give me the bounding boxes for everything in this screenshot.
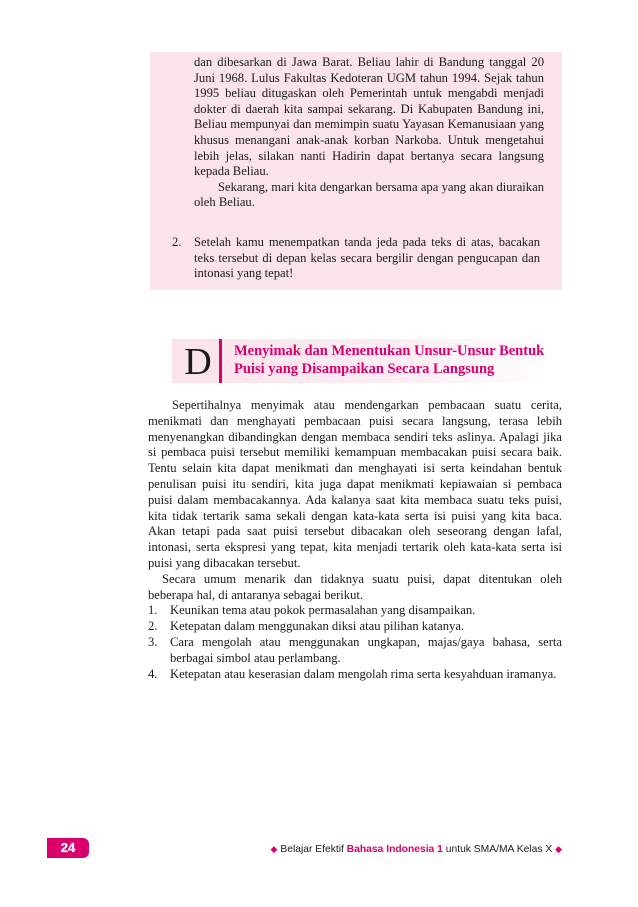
body-paragraph: Sepertihalnya menyimak atau mendengarkan pembacaan suatu cerita, menikmati dan menghayati pembacaan puisi secara langsung, terasa lebih menyenangkan dibandingkan dengan membaca sendiri teks aslinya. Apalagi jika si pembaca puisi tersebut memiliki kemampuan membacakan puisi secara baik. Tentu selain kita dapat menikmati dan menghayati isi serta keindahan bentuk penulisan puisi itu sendiri, kita juga dapat menikmati kepiawaian si pembaca puisi dalam membacakannya. Ada kalanya saat kita membaca suatu teks puisi, kita tidak tertarik sama sekali dengan kata-kata serta isi puisi yang kita baca. Akan tetapi pada saat puisi tersebut dibacakan oleh seseorang dengan lafal, intonasi, serta ekspresi yang tepat, kita menjadi tertarik oleh kata-kata serta isi puisi yang dibacakan tersebut. bbox=[148, 398, 562, 570]
section-letter: D bbox=[184, 341, 212, 383]
criteria-list bbox=[148, 603, 562, 682]
footer-prefix: Belajar Efektif bbox=[280, 844, 347, 855]
body-text bbox=[148, 398, 562, 682]
list-text: Setelah kamu menempatkan tanda jeda pada teks di atas, bacakan teks tersebut di depan kelas secara bergilir dengan pengucapan dan intonasi yang tepat! bbox=[194, 235, 540, 281]
footer-brand: Bahasa Indonesia 1 bbox=[346, 844, 443, 855]
list-item: 4. Ketepatan atau keserasian dalam mengolah rima serta kesyahduan iramanya. bbox=[148, 666, 557, 681]
page-number: 24 bbox=[47, 838, 89, 858]
list-item: 3. Cara mengolah atau menggunakan ungkapan, majas/gaya bahasa, serta berbagai simbol atau perlambang. bbox=[148, 634, 562, 665]
list-item: 2. Ketepatan dalam menggunakan diksi atau pilihan katanya. bbox=[148, 619, 465, 634]
box-paragraph: dan dibesarkan di Jawa Barat. Beliau lahir di Bandung tanggal 20 Juni 1968. Lulus Fakultas Kedoteran UGM tahun 1994. Sejak tahun 1995 beliau ditugaskan oleh Pemerintah untuk mengabdi menjadi dokter di daerah kita sampai sekarang. Di Kabupaten Bandung ini, Beliau mempunyai dan memimpin suatu Yayasan Kemanusiaan yang khusus menangani anak-anak korban Narkoba. Untuk mengetahui lebih jelas, silakan nanti Hadirin dapat bertanya secara langsung kepada Beliau. Sekarang, mari kita dengarkan bersama apa yang akan diuraikan oleh Beliau. bbox=[194, 55, 544, 210]
example-text-box bbox=[150, 52, 562, 290]
running-footer bbox=[230, 840, 562, 858]
section-heading bbox=[172, 339, 562, 383]
footer-suffix: untuk SMA/MA Kelas X bbox=[442, 844, 553, 855]
section-letter-box bbox=[172, 339, 222, 383]
list-number: 2. bbox=[172, 235, 182, 249]
section-title: Menyimak dan Menentukan Unsur-Unsur Bentuk Puisi yang Disampaikan Secara Langsung bbox=[234, 343, 545, 377]
diamond-icon: ◆ bbox=[270, 844, 278, 854]
list-item: 1. Keunikan tema atau pokok permasalahan yang disampaikan. bbox=[148, 603, 476, 618]
diamond-icon: ◆ bbox=[555, 844, 562, 854]
body-paragraph: Secara umum menarik dan tidaknya suatu puisi, dapat ditentukan oleh beberapa hal, di antaranya sebagai berikut. bbox=[148, 571, 562, 602]
